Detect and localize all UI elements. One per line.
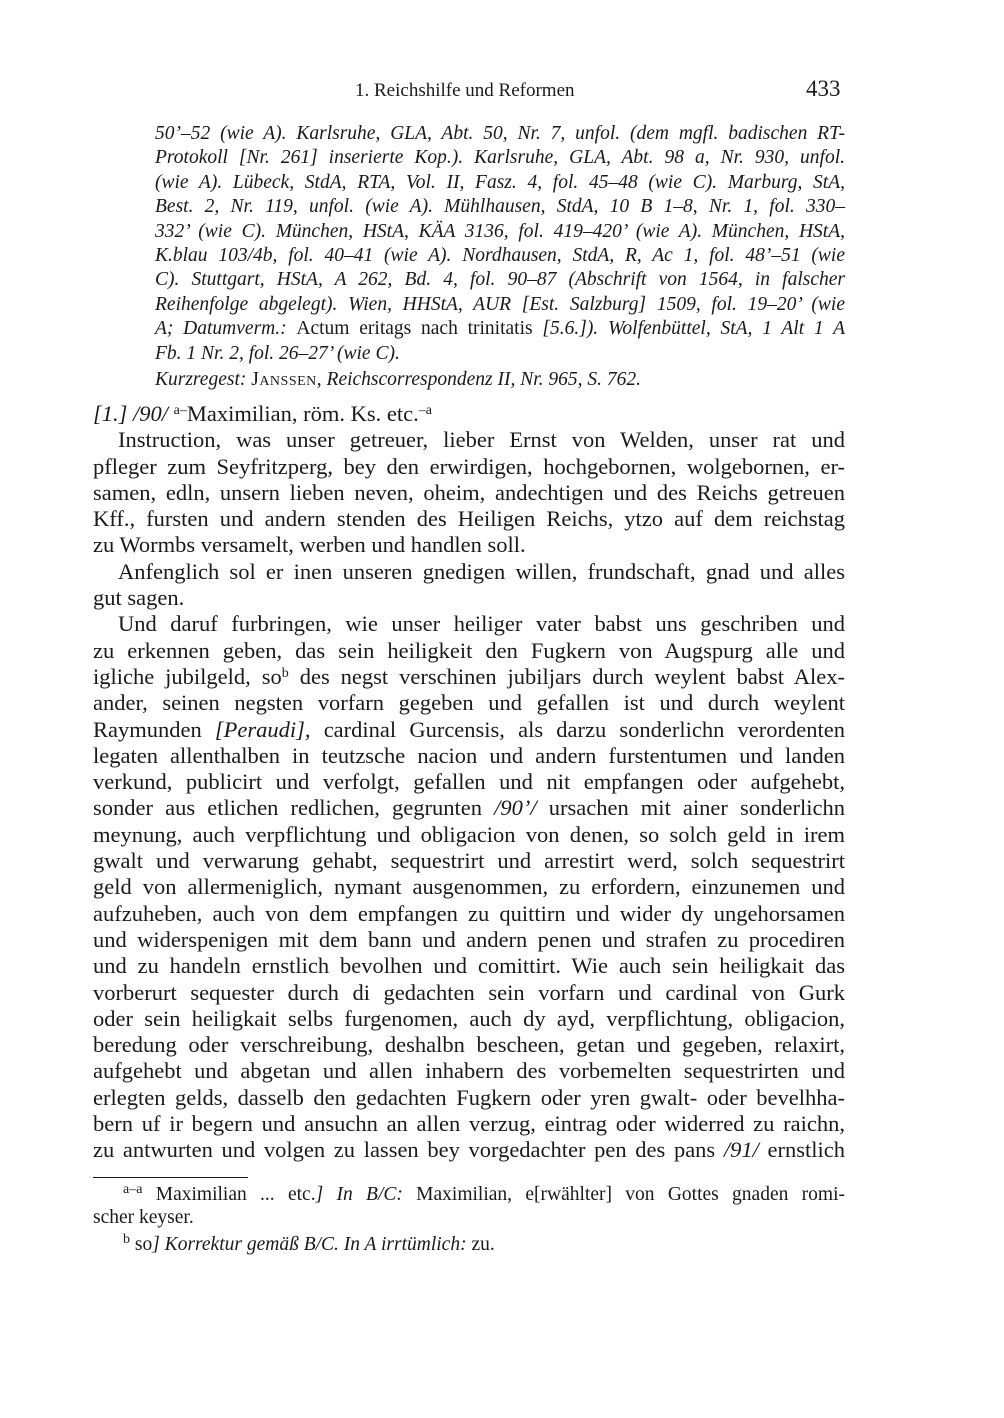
text-line: geld von allermeniglich, nymant ausgenommen, zu erfordern, einzunemen und — [93, 874, 845, 900]
footnote-mark: a– — [173, 403, 187, 418]
text-line: meynung, auch verpflichtung und obligacion von denen, so solch geld in irem — [93, 821, 845, 847]
text-line: pfleger zum Seyfritzperg, bey den erwirdigen, hochgebornen, wolgebornen, er- — [93, 453, 845, 479]
footnote-divider — [93, 1177, 248, 1178]
source-line: Fb. 1 Nr. 2, fol. 26–27’ (wie C). — [155, 342, 400, 364]
folio-marker: /91/ — [723, 1137, 759, 1163]
text-line: gwalt und verwarung gehabt, sequestrirt und arrestirt werd, solch sequestrirt — [93, 848, 845, 874]
footnote-b — [93, 1233, 845, 1256]
footnote-mark: b — [281, 665, 289, 681]
footnote-mark: –a — [418, 403, 432, 418]
text-line: legaten allenthalben in teutzsche nacion und andern furstentumen und landen — [93, 742, 845, 768]
footnote-note: ] In B/C: — [315, 1184, 403, 1205]
text-segment: zu antwurten und volgen zu lassen bey vorgedachter pen des pans — [93, 1137, 724, 1163]
text-line: aufzuheben, auch von dem empfangen zu quittirn und wider dy ungehorsamen — [93, 900, 845, 926]
text-line — [93, 717, 845, 743]
text-line: oder sein heiligkait selbs furgenomen, auch dy ayd, verpflichtung, obligacion, — [93, 1005, 845, 1031]
text-segment: ernstlich — [758, 1137, 845, 1163]
text-segment: sonder aus etlichen redlichen, gegrunten — [93, 795, 495, 821]
footnote-lemma: Maximilian ... etc. — [142, 1184, 316, 1205]
page-number: 433 — [806, 76, 841, 101]
text-line: samen, edln, unsern lieben neven, oheim, andechtigen und des Reichs getreuen — [93, 479, 845, 505]
text-line: Instruction, was unser getreuer, lieber Ernst von Welden, unser rat und — [118, 427, 845, 453]
text-segment: des negst verschinen jubiljars durch weylent babst Alex- — [288, 663, 845, 689]
folio-marker: /90’/ — [494, 795, 537, 821]
text-line: und widerspenigen mit dem bann und andern penen und strafen zu procediren — [93, 926, 845, 952]
text-line: gut sagen. — [93, 585, 185, 611]
regest-label: Kurzregest: — [155, 369, 252, 390]
text-line — [93, 795, 845, 821]
footnotes — [93, 1183, 845, 1256]
source-text: A; Datumverm.: — [155, 318, 297, 340]
date-quote: Actum eritags nach trinitatis — [296, 318, 533, 340]
text-segment: Raymunden — [93, 716, 215, 742]
running-head: 1. Reichshilfe und Reformen — [355, 80, 575, 101]
footnote-note: ] Korrektur gemäß B/C. In A irrtümlich: — [152, 1234, 467, 1255]
source-line: Best. 2, Nr. 119, unfol. (wie A). Mühlhausen, StdA, 10 B 1–8, Nr. 1, fol. 330– — [155, 196, 845, 218]
main-text — [93, 401, 845, 1164]
text-line: Anfenglich sol er inen unseren gnedigen willen, frundschaft, gnad und alles — [118, 558, 845, 584]
text-line: verkund, publicirt und verfolgt, gefallen und nit empfangen oder aufgehebt, — [93, 769, 845, 795]
section-number: [1.] /90/ — [93, 401, 174, 426]
footnote-mark: a–a — [123, 1182, 143, 1197]
footnote-a — [93, 1183, 845, 1206]
short-regest — [155, 369, 641, 391]
text-line: erlegten gelds, dasselb den gedachten Fugkern oder yren gwalt- oder bevelhha- — [93, 1084, 845, 1110]
footnote-mark: b — [123, 1232, 130, 1247]
source-line: Reihenfolge abgelegt). Wien, HHStA, AUR [Est. Salzburg] 1509, fol. 19–20’ (wie — [155, 293, 845, 315]
source-line: (wie A). Lübeck, StdA, RTA, Vol. II, Fasz. 4, fol. 45–48 (wie C). Marburg, StA, — [155, 171, 845, 193]
text-line: beredung oder verschreibung, deshalbn bescheen, getan und gegeben, relaxirt, — [93, 1032, 845, 1058]
regest-author: Janssen — [251, 369, 317, 390]
source-apparatus — [155, 122, 845, 366]
source-line: Protokoll [Nr. 261] inserierte Kop.). Karlsruhe, GLA, Abt. 98 a, Nr. 930, unfol. — [155, 147, 845, 169]
source-line — [155, 317, 845, 341]
footnote-variant: Maximilian, e[rwählter] von Gottes gnaden romi- — [402, 1184, 845, 1205]
source-line: C). Stuttgart, HStA, A 262, Bd. 4, fol. 90–87 (Abschrift von 1564, in falscher — [155, 269, 845, 291]
footnote-lemma: so — [130, 1234, 153, 1255]
source-text: [5.6.]). Wolfenbüttel, StA, 1 Alt 1 A — [532, 318, 845, 340]
heading-text: Maximilian, röm. Ks. etc. — [186, 401, 419, 426]
footnote-variant: zu. — [466, 1234, 495, 1255]
source-line: K.blau 103/4b, fol. 40–41 (wie A). Nordhausen, StdA, R, Ac 1, fol. 48’–51 (wie — [155, 245, 845, 267]
editorial-insertion: [Peraudi], — [214, 716, 311, 742]
text-segment: ursachen mit ainer sonderlichn — [536, 795, 845, 821]
regest-reference: , Reichscorrespondenz II, Nr. 965, S. 762. — [316, 369, 642, 390]
document-heading — [93, 401, 845, 427]
footnote-a-continued: scher keyser. — [93, 1207, 194, 1228]
text-line: zu Wormbs versamelt, werben und handlen soll. — [93, 532, 526, 558]
source-line: 50’–52 (wie A). Karlsruhe, GLA, Abt. 50, Nr. 7, unfol. (dem mgfl. badischen RT- — [155, 123, 845, 144]
text-line — [93, 664, 845, 690]
text-segment: cardinal Gurcensis, als darzu sonderlichn verordenten — [310, 716, 845, 742]
text-line: Und daruf furbringen, wie unser heiliger vater babst uns geschriben und — [118, 611, 845, 637]
text-line: aufgehebt und abgetan und allen inhabern des vorbemelten sequestrirten und — [93, 1058, 845, 1084]
text-line: vorberurt sequester durch di gedachten sein vorfarn und cardinal von Gurk — [93, 979, 845, 1005]
source-line: 332’ (wie C). München, HStA, KÄA 3136, fol. 419–420’ (wie A). München, HStA, — [155, 220, 845, 242]
text-line: bern uf ir begern und ansuchn an allen verzug, eintrag oder widerred zu raichn, — [93, 1111, 845, 1137]
text-line: Kff., fursten und andern stenden des Heiligen Reichs, ytzo auf dem reichstag — [93, 506, 845, 532]
text-segment: igliche jubilgeld, so — [93, 663, 282, 689]
text-line: und zu handeln ernstlich bevolhen und comittirt. Wie auch sein heiligkait das — [93, 953, 845, 979]
text-line — [93, 1137, 845, 1163]
text-line: ander, seinen negsten vorfarn gegeben und gefallen ist und durch weylent — [93, 690, 845, 716]
text-line: zu erkennen geben, das sein heiligkeit den Fugkern von Augspurg alle und — [93, 637, 845, 663]
